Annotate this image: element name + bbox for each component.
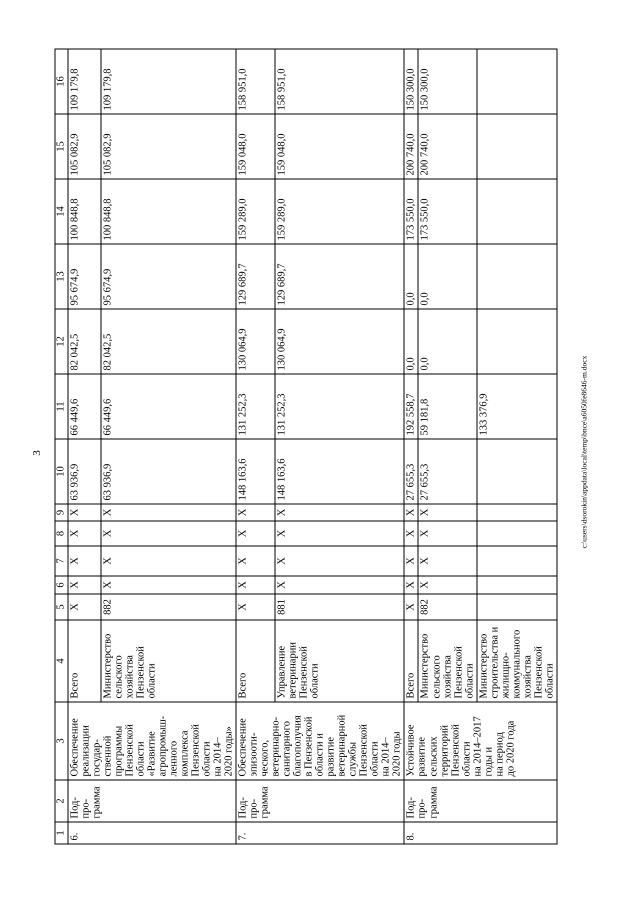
- amount-cell: 0,0: [404, 244, 418, 309]
- amount-cell: 100 848,8: [68, 179, 101, 244]
- amount-cell: 158 951,0: [236, 49, 275, 114]
- amount-cell: 159 289,0: [275, 179, 405, 244]
- code-cell-c7: Х: [101, 546, 237, 576]
- amount-cell: 192 558,7: [404, 374, 418, 439]
- code-cell-c7: Х: [68, 546, 101, 576]
- amount-cell: 150 300,0: [418, 49, 476, 114]
- code-cell-c7: Х: [418, 546, 476, 576]
- code-cell-c6: Х: [236, 576, 275, 594]
- code-cell-c5: Х: [68, 594, 101, 620]
- column-number-15: 15: [55, 114, 68, 179]
- amount-cell: 130 064,9: [275, 309, 405, 374]
- program-type: Под- про- грамма: [404, 780, 556, 822]
- program-name: Устойчивое развитие сельских территорий Пензенской области на 2014–2017 годы и на период до 2020 года: [404, 702, 556, 780]
- amount-cell: 131 252,3: [236, 374, 275, 439]
- amount-cell: 82 042,5: [68, 309, 101, 374]
- amount-cell: 109 179,8: [101, 49, 237, 114]
- amount-cell: 200 740,0: [404, 114, 418, 179]
- column-number-9: 9: [55, 504, 68, 521]
- row-number: 7.: [236, 822, 404, 844]
- code-cell-c9: Х: [418, 504, 476, 521]
- amount-cell: 66 449,6: [68, 374, 101, 439]
- code-cell-c7: Х: [275, 546, 405, 576]
- amount-cell: 173 550,0: [418, 179, 476, 244]
- amount-cell: 100 848,8: [101, 179, 237, 244]
- code-cell-c5: 882: [101, 594, 237, 620]
- code-cell-c9: Х: [236, 504, 275, 521]
- code-cell-c8: Х: [236, 521, 275, 546]
- landscape-sheet: [55, 50, 583, 845]
- code-cell-c5: 882: [418, 594, 476, 620]
- program-type: Под- про- грамма: [68, 780, 236, 822]
- amount-cell: [477, 244, 557, 309]
- code-cell-c8: Х: [101, 521, 237, 546]
- column-number-3: 3: [55, 702, 68, 780]
- amount-cell: 173 550,0: [404, 179, 418, 244]
- amount-cell: 0,0: [418, 309, 476, 374]
- amount-cell: 0,0: [404, 309, 418, 374]
- amount-cell: 95 674,9: [101, 244, 237, 309]
- code-cell-c8: [477, 521, 557, 546]
- program-type: Под- про- грамма: [236, 780, 404, 822]
- amount-cell: 159 048,0: [275, 114, 405, 179]
- executor: Управление ветеринарии Пензенской области: [275, 620, 405, 702]
- code-cell-c8: Х: [418, 521, 476, 546]
- code-cell-c7: Х: [236, 546, 275, 576]
- column-number-2: 2: [55, 780, 68, 822]
- amount-cell: 148 163,6: [275, 439, 405, 504]
- code-cell-c6: Х: [418, 576, 476, 594]
- column-number-6: 6: [55, 576, 68, 594]
- amount-cell: 63 936,9: [101, 439, 237, 504]
- column-number-5: 5: [55, 594, 68, 620]
- amount-cell: 66 449,6: [101, 374, 237, 439]
- amount-cell: 148 163,6: [236, 439, 275, 504]
- executor: Министерство сельского хозяйства Пензенской области: [101, 620, 237, 702]
- amount-cell: 27 655,3: [418, 439, 476, 504]
- amount-cell: 158 951,0: [275, 49, 405, 114]
- program-name: Обеспечение реализации государ- ственной программы Пензенской области «Развитие агропромыш- ленного комплекса Пензенской области на 2014– 2020 годы»: [68, 702, 236, 780]
- amount-cell: 129 689,7: [275, 244, 405, 309]
- executor: Министерство строительства и жилищно- коммунального хозяйства Пензенской области: [477, 620, 557, 702]
- executor: Министерство сельского хозяйства Пензенской области: [418, 620, 476, 702]
- code-cell-c8: Х: [275, 521, 405, 546]
- executor: Всего: [236, 620, 275, 702]
- table-row: [236, 49, 275, 844]
- code-cell-c9: Х: [404, 504, 418, 521]
- amount-cell: [477, 439, 557, 504]
- table-row: [404, 49, 418, 844]
- column-number-16: 16: [55, 49, 68, 114]
- amount-cell: 159 048,0: [236, 114, 275, 179]
- amount-cell: 59 181,8: [418, 374, 476, 439]
- amount-cell: 133 376,9: [477, 374, 557, 439]
- amount-cell: [477, 114, 557, 179]
- amount-cell: 200 740,0: [418, 114, 476, 179]
- amount-cell: 159 289,0: [236, 179, 275, 244]
- column-number-10: 10: [55, 439, 68, 504]
- code-cell-c6: Х: [275, 576, 405, 594]
- amount-cell: 150 300,0: [404, 49, 418, 114]
- column-number-4: 4: [55, 620, 68, 702]
- row-number: 8.: [404, 822, 556, 844]
- amount-cell: 27 655,3: [404, 439, 418, 504]
- amount-cell: 105 082,9: [68, 114, 101, 179]
- page-number: 3: [30, 450, 43, 456]
- code-cell-c7: [477, 546, 557, 576]
- amount-cell: 109 179,8: [68, 49, 101, 114]
- column-number-12: 12: [55, 309, 68, 374]
- budget-table: [55, 49, 558, 845]
- code-cell-c6: Х: [101, 576, 237, 594]
- program-name: Обеспечение эпизооти- ческого, ветеринарно- санитарного благополучия в Пензенской области и развитие ветеринарной службы Пензенской области на 2014– 2020 годы: [236, 702, 404, 780]
- row-number: 6.: [68, 822, 236, 844]
- code-cell-c8: Х: [68, 521, 101, 546]
- code-cell-c9: Х: [101, 504, 237, 521]
- column-number-13: 13: [55, 244, 68, 309]
- amount-cell: 63 936,9: [68, 439, 101, 504]
- code-cell-c6: Х: [68, 576, 101, 594]
- footer-path: c:\users\dsorokin\appdata\local\temp\bnce\a6050fe8646-m.docx: [579, 355, 589, 549]
- column-number-8: 8: [55, 521, 68, 546]
- amount-cell: 82 042,5: [101, 309, 237, 374]
- table-row: [68, 49, 101, 844]
- amount-cell: 130 064,9: [236, 309, 275, 374]
- code-cell-c8: Х: [404, 521, 418, 546]
- amount-cell: 131 252,3: [275, 374, 405, 439]
- code-cell-c5: Х: [404, 594, 418, 620]
- column-number-7: 7: [55, 546, 68, 576]
- column-number-14: 14: [55, 179, 68, 244]
- column-number-11: 11: [55, 374, 68, 439]
- amount-cell: 105 082,9: [101, 114, 237, 179]
- amount-cell: [477, 49, 557, 114]
- code-cell-c6: [477, 576, 557, 594]
- amount-cell: 0,0: [418, 244, 476, 309]
- executor: Всего: [68, 620, 101, 702]
- executor: Всего: [404, 620, 418, 702]
- code-cell-c9: Х: [68, 504, 101, 521]
- code-cell-c5: Х: [236, 594, 275, 620]
- code-cell-c9: [477, 504, 557, 521]
- amount-cell: 95 674,9: [68, 244, 101, 309]
- column-number-row: [55, 49, 68, 844]
- code-cell-c6: Х: [404, 576, 418, 594]
- code-cell-c5: [477, 594, 557, 620]
- code-cell-c5: 881: [275, 594, 405, 620]
- table-body: [68, 49, 557, 844]
- code-cell-c7: Х: [404, 546, 418, 576]
- amount-cell: 129 689,7: [236, 244, 275, 309]
- amount-cell: [477, 309, 557, 374]
- column-number-1: 1: [55, 822, 68, 844]
- amount-cell: [477, 179, 557, 244]
- code-cell-c9: Х: [275, 504, 405, 521]
